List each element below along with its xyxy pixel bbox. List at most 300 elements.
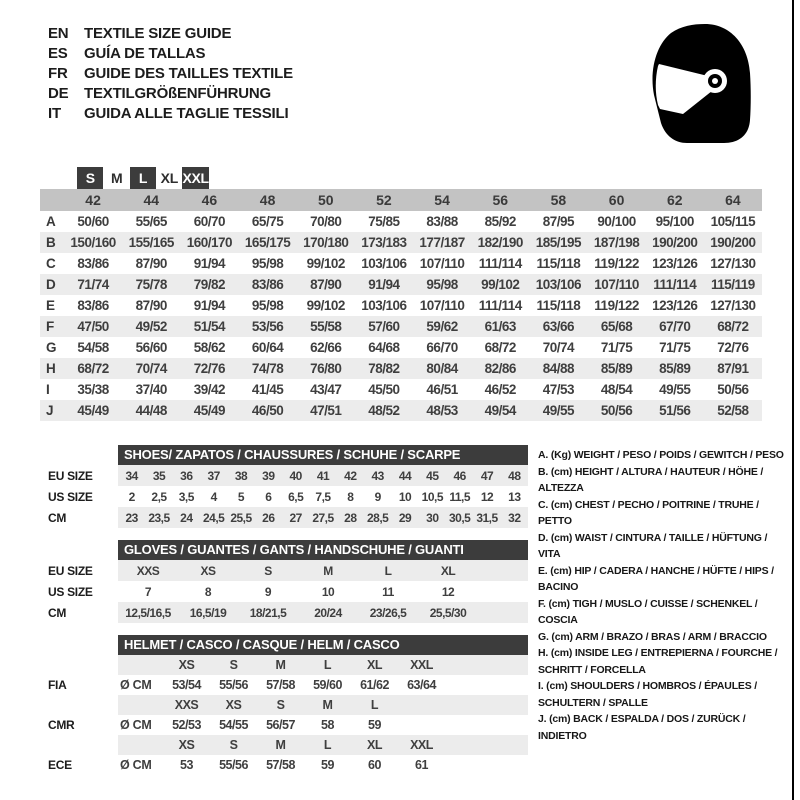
legend-item: D. (cm) WAIST / CINTURA / TAILLE / HÜFTUNG / VITA	[538, 531, 768, 560]
measurement-value: 51/56	[659, 403, 691, 418]
gloves-row-label: CM	[48, 605, 67, 620]
language-row	[48, 44, 293, 64]
language-code: IT	[48, 105, 61, 122]
measurement-value: 80/84	[426, 361, 458, 376]
measurement-value: 79/82	[193, 277, 226, 292]
glove-size-value: 20/24	[314, 605, 342, 620]
helmet-size-label: XS	[178, 738, 195, 752]
shoes-title-spacer	[40, 445, 118, 465]
shoe-size-value: 32	[508, 510, 521, 525]
gloves-table-title: GLOVES / GUANTES / GANTS / HANDSCHUHE / GUANTI	[118, 540, 528, 560]
measurement-value: 37/40	[135, 382, 167, 397]
shoe-size-value: 45	[426, 468, 439, 483]
shoe-size-value: 11,5	[449, 489, 471, 504]
helmet-sizes-row	[40, 655, 530, 675]
glove-size-value: XXS	[136, 563, 160, 578]
shoe-size-value: 9	[374, 489, 381, 504]
legend-item: F. (cm) TIGH / MUSLO / CUISSE / SCHENKEL / COSCIA	[538, 597, 758, 626]
measurement-value: 87/90	[135, 256, 167, 271]
helmet-size-label: XXS	[174, 698, 199, 712]
helmet-size-value: 59/60	[313, 678, 342, 692]
shoe-size-value: 3,5	[178, 489, 194, 504]
measurement-value: 160/170	[186, 235, 233, 250]
measurement-value: 49/52	[135, 319, 167, 334]
legend-item: H. (cm) INSIDE LEG / ENTREPIERNA / FOURCHE / SCHRITT / FORCELLA	[538, 647, 778, 676]
helmet-size-label: L	[323, 738, 332, 752]
size-group-text: L	[138, 170, 148, 186]
shoes-table-title: SHOES/ ZAPATOS / CHAUSSURES / SCHUHE / SCARPE	[118, 445, 528, 465]
helmet-size-values	[163, 755, 445, 775]
shoe-size-value: 43	[371, 468, 384, 483]
helmet-size-value: 57/58	[266, 678, 295, 692]
measurement-value: 56/60	[135, 340, 167, 355]
measurement-row	[40, 379, 762, 400]
measurement-row-values	[64, 337, 762, 358]
measurement-value: 111/114	[478, 298, 522, 313]
helmet-size-value: 61/62	[360, 678, 389, 692]
measurement-value: 173/183	[361, 235, 407, 250]
shoe-size-value: 44	[398, 468, 412, 483]
legend-item: G. (cm) ARM / BRAZO / BRAS / ARM / BRACCIO	[538, 630, 767, 643]
measurement-row	[40, 337, 762, 358]
shoe-size-value: 24,5	[202, 510, 225, 525]
gloves-title-row	[40, 540, 530, 560]
measurement-row	[40, 274, 762, 295]
gloves-row	[40, 581, 530, 602]
helmet-size-label: S	[229, 658, 238, 672]
glove-size-value: 16,5/19	[189, 605, 227, 620]
glove-size-value: XL	[440, 563, 456, 578]
helmet-sizes-row-spacer	[40, 735, 118, 755]
lower-section	[40, 445, 792, 787]
measurement-value: 46/52	[484, 382, 516, 397]
measurement-row	[40, 358, 762, 379]
shoe-size-value: 23,5	[148, 510, 170, 525]
helmet-size-value: 59	[321, 758, 334, 772]
measurement-value: 64/68	[368, 340, 400, 355]
shoes-row-values	[118, 465, 528, 486]
measurement-row-label: I	[46, 382, 50, 397]
shoe-size-value: 7,5	[315, 489, 331, 504]
helmet-size-values	[163, 675, 445, 695]
glove-size-value: 7	[144, 584, 152, 599]
size-group-label	[103, 167, 129, 189]
guide-title: GUÍA DE TALLAS	[84, 45, 206, 62]
measurement-value: 83/86	[77, 298, 109, 313]
measurement-value: 75/85	[368, 214, 400, 229]
shoe-size-value: 38	[234, 468, 248, 483]
helmet-sizes-row	[40, 735, 530, 755]
helmet-size-labels	[163, 695, 445, 715]
measurement-value: 68/72	[484, 340, 516, 355]
shoe-size-value: 26	[262, 510, 275, 525]
size-group-label	[77, 167, 103, 189]
glove-size-value: 9	[264, 584, 272, 599]
measurement-value: 49/54	[484, 403, 516, 418]
helmet-sizes-band	[118, 695, 528, 715]
right-border-line	[792, 0, 794, 800]
size-group-grid	[64, 167, 222, 189]
shoes-table	[40, 445, 530, 528]
measurement-value: 83/88	[426, 214, 458, 229]
shoe-size-value: 12	[480, 489, 494, 504]
measurement-value: 85/92	[484, 214, 516, 229]
helmet-sizes-row-spacer	[40, 655, 118, 675]
measurement-value: 46/51	[426, 382, 458, 397]
measurement-value: 70/74	[542, 340, 575, 355]
measurement-value: 76/80	[310, 361, 342, 376]
helmet-size-value: 53	[180, 758, 193, 772]
gloves-title-spacer	[40, 540, 118, 560]
measurement-value: 72/76	[193, 361, 226, 376]
measurement-rows	[40, 211, 762, 421]
glove-size-value: 11	[382, 584, 394, 599]
gloves-row	[40, 560, 530, 581]
measurement-row	[40, 253, 762, 274]
measurement-value: 87/90	[135, 298, 167, 313]
legend-item: E. (cm) HIP / CADERA / HANCHE / HÜFTE / HIPS / BACINO	[538, 564, 774, 593]
measurement-value: 49/55	[542, 403, 575, 418]
shoe-size-value: 41	[316, 468, 330, 483]
measurement-row-values	[64, 232, 762, 253]
size-number-header-row	[40, 189, 762, 211]
glove-size-value: 8	[204, 584, 212, 599]
size-number-row-spacer	[40, 189, 64, 211]
shoe-size-value: 47	[480, 468, 494, 483]
shoes-row-values	[118, 507, 528, 528]
language-row	[48, 104, 293, 124]
measurement-value: 90/100	[597, 214, 636, 229]
size-column-header: 54	[434, 192, 450, 208]
guide-title: GUIDE DES TAILLES TEXTILE	[84, 65, 293, 82]
helmet-size-label: L	[323, 658, 332, 672]
size-group-label	[130, 167, 156, 189]
measurement-value: 84/88	[542, 361, 575, 376]
size-column-header: 52	[376, 192, 392, 208]
measurement-value: 59/62	[426, 319, 458, 334]
legend-item: C. (cm) CHEST / PECHO / POITRINE / TRUHE / PETTO	[538, 498, 759, 527]
measurement-value: 48/54	[600, 382, 633, 397]
gloves-row-label: EU SIZE	[48, 563, 93, 578]
legend-item: A. (Kg) WEIGHT / PESO / POIDS / GEWITCH / PESO	[538, 449, 784, 461]
measurement-value: 123/126	[652, 298, 698, 313]
shoe-size-value: 40	[289, 468, 302, 483]
helmet-certification-section	[40, 695, 530, 735]
measurement-row-values	[64, 253, 762, 274]
measurement-row-label: C	[46, 256, 56, 271]
guide-title: TEXTILGRÖßENFÜHRUNG	[84, 85, 272, 102]
helmet-sizes-row-spacer	[40, 695, 118, 715]
shoe-size-value: 23	[125, 510, 138, 525]
shoe-size-value: 13	[508, 489, 521, 504]
helmet-size-value: 53/54	[172, 678, 201, 692]
shoe-size-value: 8	[347, 489, 354, 504]
helmet-unit-spacer	[118, 695, 163, 715]
measurement-value: 107/110	[419, 256, 465, 271]
measurement-value: 165/175	[244, 235, 291, 250]
size-group-text: XL	[160, 170, 178, 186]
diameter-unit-label: Ø CM	[120, 718, 152, 732]
measurement-value: 155/165	[128, 235, 174, 250]
measurement-value: 63/66	[542, 319, 575, 334]
measurement-row-label: B	[46, 235, 56, 250]
size-column-header: 60	[608, 192, 625, 208]
measurement-value: 74/78	[251, 361, 284, 376]
shoe-size-value: 2,5	[151, 489, 167, 504]
measurement-value: 91/94	[193, 298, 226, 313]
measurement-value: 107/110	[419, 298, 465, 313]
measurement-value: 47/50	[77, 319, 109, 334]
measurement-value: 35/38	[77, 382, 109, 397]
measurement-value: 150/160	[70, 235, 116, 250]
measurement-value: 54/58	[77, 340, 109, 355]
helmet-size-label: S	[229, 738, 238, 752]
size-column-header: 42	[85, 192, 101, 208]
glove-size-value: 10	[321, 584, 335, 599]
size-column-header: 48	[259, 192, 276, 208]
size-group-label	[156, 167, 182, 189]
measurement-value: 51/54	[193, 319, 226, 334]
shoes-rows	[40, 465, 530, 528]
header	[48, 24, 293, 124]
measurement-value: 47/53	[542, 382, 575, 397]
measurement-value: 85/89	[659, 361, 691, 376]
shoe-size-value: 10	[398, 489, 412, 504]
measurement-legend	[538, 445, 790, 744]
racing-helmet-icon	[648, 20, 758, 148]
measurement-value: 107/110	[594, 277, 639, 292]
gloves-table	[40, 540, 530, 623]
glove-size-value: 23/26,5	[369, 605, 407, 620]
size-group-text: S	[85, 170, 95, 186]
helmet-values-row	[40, 675, 530, 695]
language-code: DE	[48, 85, 69, 102]
measurement-value: 85/89	[600, 361, 633, 376]
shoes-row	[40, 486, 530, 507]
measurement-value: 119/122	[594, 256, 639, 271]
measurement-value: 71/75	[600, 340, 633, 355]
helmet-values-band	[118, 675, 528, 695]
size-group-label	[182, 167, 208, 189]
measurement-value: 61/63	[484, 319, 516, 334]
helmet-size-value: 54/55	[219, 718, 248, 732]
measurement-value: 50/60	[77, 214, 109, 229]
glove-size-value: S	[264, 563, 272, 578]
helmet-title-row	[40, 635, 530, 655]
measurement-value: 91/94	[368, 277, 400, 292]
glove-size-value: M	[323, 563, 333, 578]
measurement-value: 115/118	[536, 256, 581, 271]
measurement-value: 68/72	[77, 361, 109, 376]
helmet-sizes-band	[118, 655, 528, 675]
language-row	[48, 24, 293, 44]
shoe-size-value: 2	[128, 489, 135, 504]
measurement-row-label: D	[46, 277, 56, 292]
measurement-value: 71/74	[77, 277, 109, 292]
measurement-value: 119/122	[594, 298, 639, 313]
measurement-value: 67/70	[659, 319, 691, 334]
measurement-value: 39/42	[193, 382, 226, 397]
size-group-row-spacer	[40, 167, 64, 189]
measurement-row-values	[64, 274, 762, 295]
size-column-header: 50	[317, 192, 334, 208]
size-group-text: M	[110, 170, 123, 186]
certification-label: FIA	[48, 678, 67, 692]
size-number-grid	[64, 189, 762, 211]
measurement-row-values	[64, 400, 762, 421]
helmet-size-value: 59	[368, 718, 381, 732]
measurement-value: 46/50	[251, 403, 284, 418]
measurement-value: 57/60	[368, 319, 400, 334]
measurement-value: 99/102	[306, 298, 345, 313]
measurement-value: 62/66	[310, 340, 342, 355]
measurement-value: 60/70	[193, 214, 226, 229]
measurement-value: 65/68	[600, 319, 633, 334]
helmet-size-label: XL	[367, 658, 382, 672]
helmet-unit-spacer	[118, 735, 163, 755]
guide-title: TEXTILE SIZE GUIDE	[84, 25, 232, 42]
helmet-size-label: XXL	[410, 738, 433, 752]
helmet-title-spacer	[40, 635, 118, 655]
measurement-value: 43/47	[310, 382, 342, 397]
measurement-value: 70/74	[135, 361, 167, 376]
measurement-row	[40, 295, 762, 316]
measurement-value: 87/91	[717, 361, 749, 376]
measurement-value: 45/49	[77, 403, 109, 418]
size-column-header: 62	[666, 192, 683, 208]
size-group-header-row	[40, 167, 762, 189]
shoes-row-label: US SIZE	[48, 489, 93, 504]
measurement-value: 72/76	[717, 340, 749, 355]
measurement-value: 45/49	[193, 403, 226, 418]
helmet-size-label: XXL	[410, 658, 433, 672]
helmet-values-row	[40, 715, 530, 735]
helmet-table-title: HELMET / CASCO / CASQUE / HELM / CASCO	[118, 635, 528, 655]
measurement-row-values	[64, 379, 762, 400]
measurement-value: 123/126	[652, 256, 698, 271]
helmet-values-row	[40, 755, 530, 775]
measurement-value: 55/58	[310, 319, 342, 334]
size-column-header: 58	[550, 192, 567, 208]
measurement-value: 53/56	[251, 319, 284, 334]
size-column-header: 64	[725, 192, 741, 208]
helmet-unit-spacer	[118, 655, 163, 675]
helmet-size-values	[163, 715, 445, 735]
helmet-size-label: XS	[225, 698, 242, 712]
shoes-row-values	[118, 486, 528, 507]
shoe-size-value: 37	[207, 468, 220, 483]
helmet-sizes-band	[118, 735, 528, 755]
helmet-values-band	[118, 715, 528, 735]
gloves-row-values	[118, 560, 528, 581]
measurement-value: 99/102	[481, 277, 520, 292]
measurement-value: 68/72	[717, 319, 749, 334]
shoes-row-label: CM	[48, 510, 67, 525]
gloves-row-label: US SIZE	[48, 584, 93, 599]
measurement-row-label: J	[46, 403, 54, 418]
helmet-size-label: XS	[178, 658, 195, 672]
glove-size-value: 12,5/16,5	[125, 605, 171, 620]
helmet-sections	[40, 655, 530, 775]
measurement-row	[40, 232, 762, 253]
measurement-row	[40, 400, 762, 421]
helmet-certification-section	[40, 735, 530, 775]
measurement-value: 111/114	[478, 256, 522, 271]
helmet-certification-section	[40, 655, 530, 695]
helmet-size-value: 61	[415, 758, 428, 772]
legend-item: B. (cm) HEIGHT / ALTURA / HAUTEUR / HÖHE / ALTEZZA	[538, 465, 764, 494]
shoe-size-value: 31,5	[476, 510, 498, 525]
measurement-value: 87/95	[542, 214, 575, 229]
helmet-size-value: 60	[368, 758, 381, 772]
legend-item: I. (cm) SHOULDERS / HOMBROS / ÉPAULES / SCHULTERN / SPALLE	[538, 680, 757, 709]
shoe-size-value: 36	[180, 468, 193, 483]
measurement-value: 91/94	[193, 256, 226, 271]
helmet-table	[40, 635, 530, 775]
language-code: EN	[48, 25, 69, 42]
accessory-tables	[40, 445, 530, 787]
helmet-size-labels	[163, 735, 445, 755]
measurement-value: 66/70	[426, 340, 458, 355]
glove-size-value: L	[384, 563, 392, 578]
shoe-size-value: 25,5	[230, 510, 252, 525]
measurement-value: 49/55	[659, 382, 691, 397]
helmet-size-label: M	[275, 738, 286, 752]
measurement-value: 47/51	[310, 403, 342, 418]
helmet-sizes-row	[40, 695, 530, 715]
helmet-size-value: 55/56	[219, 678, 248, 692]
measurement-value: 58/62	[193, 340, 226, 355]
shoe-size-value: 28,5	[366, 510, 389, 525]
shoe-size-value: 4	[210, 489, 217, 504]
measurement-value: 177/187	[419, 235, 465, 250]
measurement-value: 45/50	[368, 382, 400, 397]
helmet-size-value: 55/56	[219, 758, 248, 772]
measurement-value: 127/130	[710, 256, 756, 271]
measurement-value: 95/100	[655, 214, 694, 229]
measurement-value: 50/56	[600, 403, 633, 418]
measurement-row-values	[64, 316, 762, 337]
measurement-value: 115/118	[536, 298, 581, 313]
size-group-text: XXL	[182, 170, 209, 186]
shoe-size-value: 24	[180, 510, 193, 525]
shoe-size-value: 27	[289, 510, 302, 525]
size-column-header: 44	[143, 192, 160, 208]
measurement-value: 103/106	[361, 256, 407, 271]
measurement-row-values	[64, 358, 762, 379]
measurement-value: 95/98	[251, 298, 284, 313]
language-title-list	[48, 24, 293, 124]
helmet-size-value: 56/57	[266, 718, 295, 732]
measurement-value: 185/195	[535, 235, 582, 250]
glove-size-value: 25,5/30	[429, 605, 467, 620]
measurement-value: 82/86	[484, 361, 516, 376]
helmet-size-value: 57/58	[266, 758, 295, 772]
measurement-value: 127/130	[710, 298, 756, 313]
measurement-row	[40, 211, 762, 232]
diameter-unit-label: Ø CM	[120, 758, 152, 772]
glove-size-value: 12	[441, 584, 455, 599]
shoe-size-value: 35	[152, 468, 166, 483]
certification-label: ECE	[48, 758, 72, 772]
measurement-row-label: G	[46, 340, 57, 355]
shoe-size-value: 5	[237, 489, 245, 504]
measurement-value: 115/119	[711, 277, 755, 292]
measurement-value: 99/102	[306, 256, 345, 271]
helmet-size-label: L	[370, 698, 379, 712]
measurement-value: 83/86	[77, 256, 109, 271]
measurement-row	[40, 316, 762, 337]
